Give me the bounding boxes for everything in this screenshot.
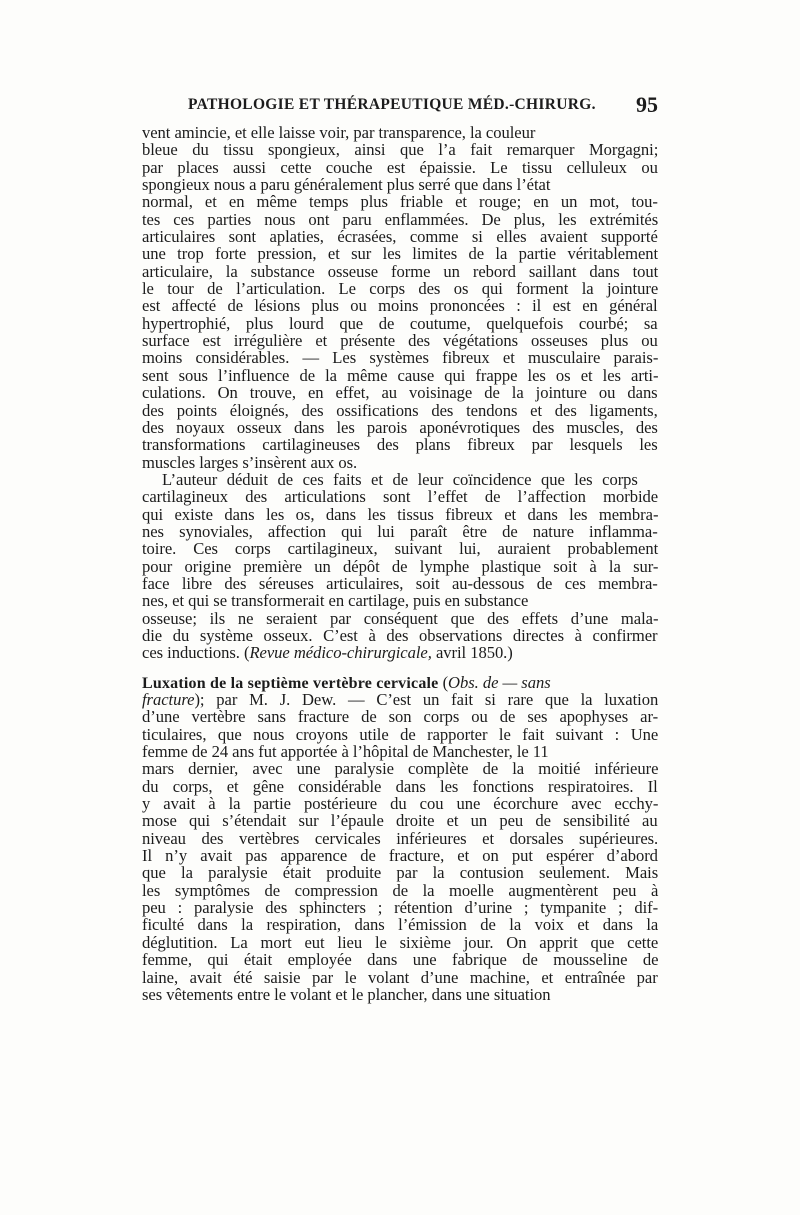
- text-run: tes ces parties nous ont paru enflammées. De plus, les extrémités: [142, 209, 659, 229]
- text-line: [142, 899, 658, 916]
- text-line: [142, 610, 658, 627]
- text-run: les symptômes de compression de la moelle augmentèrent peu à: [142, 880, 659, 900]
- text-run: des points éloignés, des ossifications des tendons et des ligaments,: [142, 400, 658, 420]
- text-run: normal, et en même temps plus friable et rouge; en un mot, tou-: [142, 192, 658, 212]
- fracture-italic: fracture: [142, 690, 195, 709]
- text-line: [142, 402, 658, 419]
- text-run: d’une vertèbre sans fracture de son corps ou de ses apophyses ar-: [142, 707, 659, 727]
- text-line: [142, 691, 658, 708]
- text-run: niveau des vertèbres cervicales inférieures et dorsales supérieures.: [142, 828, 659, 848]
- text-line: [142, 726, 658, 743]
- text-line: [142, 708, 658, 725]
- rubric-italic: Obs. de — sans: [448, 672, 551, 692]
- text-run: sent sous l’influence de la même cause qui frappe les os et les arti-: [142, 365, 659, 385]
- text-line: [142, 523, 658, 540]
- text-run: nes synoviales, affection qui lui paraît être de nature inflamma-: [142, 521, 658, 541]
- text-line: [142, 228, 658, 245]
- text-line: [142, 263, 658, 280]
- text-line: [142, 245, 658, 262]
- text-run: culations. On trouve, en effet, au voisinage de la jointure ou dans: [142, 383, 658, 403]
- text-line: [142, 674, 658, 691]
- text-line: [142, 193, 658, 210]
- text-run: pour origine première un dépôt de lymphe plastique soit à la sur-: [142, 556, 659, 576]
- text-run: du corps, et gêne considérable dans les fonctions respiratoires. Il: [142, 776, 658, 796]
- text-line: [142, 297, 658, 314]
- text-line: [142, 558, 658, 575]
- text-line: [142, 743, 658, 760]
- text-run: femme, qui était employée dans une fabrique de mousseline de: [142, 950, 659, 970]
- text-line: [142, 951, 658, 968]
- text-run: die du système osseux. C’est à des observations directes à confirmer: [142, 625, 658, 645]
- text-line: [142, 419, 658, 436]
- text-line: [142, 812, 658, 829]
- text-run: avril 1850.): [431, 643, 513, 663]
- text-run: spongieux nous a paru généralement plus serré que dans l’état: [142, 175, 551, 195]
- text-run: cartilagineux des articulations sont l’effet de l’affection morbide: [142, 487, 659, 507]
- text-run: mose qui s’étendait sur l’épaule droite et un peu de sensibilité au: [142, 811, 658, 831]
- text-run: mars dernier, avec une paralysie complète de la moitié inférieure: [142, 759, 659, 779]
- text-line: [142, 349, 658, 366]
- text-line: [142, 141, 658, 158]
- text-line: [142, 280, 658, 297]
- text-run: par places aussi cette couche est épaissie. Le tissu celluleux ou: [142, 157, 658, 177]
- text-line: [142, 211, 658, 228]
- text-run: ses vêtements entre le volant et le plancher, dans une situation: [142, 984, 551, 1004]
- text-run: transformations cartilagineuses des plans fibreux par lesquels les: [142, 435, 658, 455]
- text-run: face libre des séreuses articulaires, soit au-dessous de ces membra-: [142, 573, 658, 593]
- article-rubric: Luxation de la septième vertèbre cervicale: [142, 674, 439, 692]
- text-run: une trop forte pression, et sur les limites de la partie véritablement: [142, 244, 659, 264]
- text-run: articulaire, la substance osseuse forme un rebord saillant dans tout: [142, 261, 659, 281]
- text-run: hypertrophié, plus lourd que de coutume, quelquefois courbé; sa: [142, 313, 658, 333]
- section-gap: [142, 662, 658, 674]
- text-run: Il n’y avait pas apparence de fracture, et on put espérer d’abord: [142, 846, 658, 866]
- text-run: que la paralysie était produite par la contusion seulement. Mais: [142, 863, 659, 883]
- text-run: femme de 24 ans fut apportée à l’hôpital de Manchester, le 11: [142, 742, 549, 762]
- text-line: [142, 124, 658, 141]
- text-line: [142, 540, 658, 557]
- text-line: [142, 847, 658, 864]
- text-run: vent amincie, et elle laisse voir, par transparence, la couleur: [142, 123, 536, 142]
- rubric-punctuation: (: [438, 672, 449, 692]
- text-line: [142, 332, 658, 349]
- text-line: [142, 592, 658, 609]
- text-run: articulaires sont aplaties, écrasées, comme si elles avaient supporté: [142, 227, 658, 247]
- text-line: [142, 778, 658, 795]
- text-line: [142, 471, 658, 488]
- text-line: [142, 916, 658, 933]
- text-line: [142, 367, 658, 384]
- text-run: bleue du tissu spongieux, ainsi que l’a fait remarquer Morgagni;: [142, 140, 659, 160]
- text-run: le tour de l’articulation. Le corps des os qui forment la jointure: [142, 279, 659, 299]
- text-run: ticulaires, que nous croyons utile de rapporter le fait suivant : Une: [142, 724, 659, 744]
- text-run: ces inductions. (: [142, 643, 250, 663]
- text-line: [142, 934, 658, 951]
- text-run: ficulté dans la respiration, dans l’émission de la voix et dans la: [142, 915, 659, 935]
- text-run: L’auteur déduit de ces faits et de leur coïncidence que les corps: [162, 469, 638, 489]
- text-line: [142, 830, 658, 847]
- text-run: toire. Ces corps cartilagineux, suivant lui, auraient probablement: [142, 539, 659, 559]
- text-line: [142, 315, 658, 332]
- text-run: moins considérables. — Les systèmes fibreux et musculaire parais-: [142, 348, 659, 368]
- text-line: [142, 644, 658, 661]
- text-line: [142, 436, 658, 453]
- text-run: déglutition. La mort eut lieu le sixième jour. On apprit que cette: [142, 932, 659, 952]
- text-run: des noyaux osseux dans les parois aponévrotiques des muscles, des: [142, 417, 658, 437]
- page-header: [142, 92, 658, 122]
- paragraph-author-conclusion: [142, 471, 658, 662]
- text-run: surface est irrégulière et présente des végétations osseuses plus ou: [142, 331, 658, 351]
- text-run: y avait à la partie postérieure du cou une écorchure avec ecchy-: [142, 794, 659, 814]
- text-run: laine, avait été saisie par le volant d’une machine, et entraînée par: [142, 967, 658, 987]
- text-run: nes, et qui se transformerait en cartilage, puis en substance: [142, 591, 529, 611]
- text-line: [142, 627, 658, 644]
- text-line: [142, 795, 658, 812]
- text-line: [142, 882, 658, 899]
- text-run: peu : paralysie des sphincters ; rétention d’urine ; tympanite ; dif-: [142, 898, 659, 918]
- text-line: [142, 454, 658, 471]
- running-head: PATHOLOGIE ET THÉRAPEUTIQUE MÉD.-CHIRURG.: [188, 96, 596, 113]
- text-run: est affecté de lésions plus ou moins prononcées : il est en général: [142, 296, 658, 316]
- text-line: [142, 969, 658, 986]
- text-line: [142, 384, 658, 401]
- text-line: [142, 986, 658, 1003]
- paragraph-lines: [142, 708, 658, 1003]
- text-line: [142, 159, 658, 176]
- body-text: [142, 124, 658, 1003]
- text-line: [142, 575, 658, 592]
- text-run: osseuse; ils ne seraient par conséquent que des effets d’une mala-: [142, 608, 659, 628]
- paragraph-vertebra-luxation: [142, 674, 658, 1004]
- text-run: muscles larges s’insèrent aux os.: [142, 452, 358, 472]
- text-line: [142, 760, 658, 777]
- author-credit: ); par M. J. Dew. — C’est un fait si rare que la luxation: [194, 690, 659, 709]
- paragraph-joint-pathology: [142, 124, 658, 471]
- text-line: [142, 864, 658, 881]
- text-line: [142, 488, 658, 505]
- text-run: qui existe dans les os, dans les tissus fibreux et dans les membra-: [142, 504, 659, 524]
- page-number: 95: [636, 92, 658, 117]
- text-line: [142, 176, 658, 193]
- text-line: [142, 506, 658, 523]
- text-run: Revue médico-chirurgicale,: [249, 643, 432, 663]
